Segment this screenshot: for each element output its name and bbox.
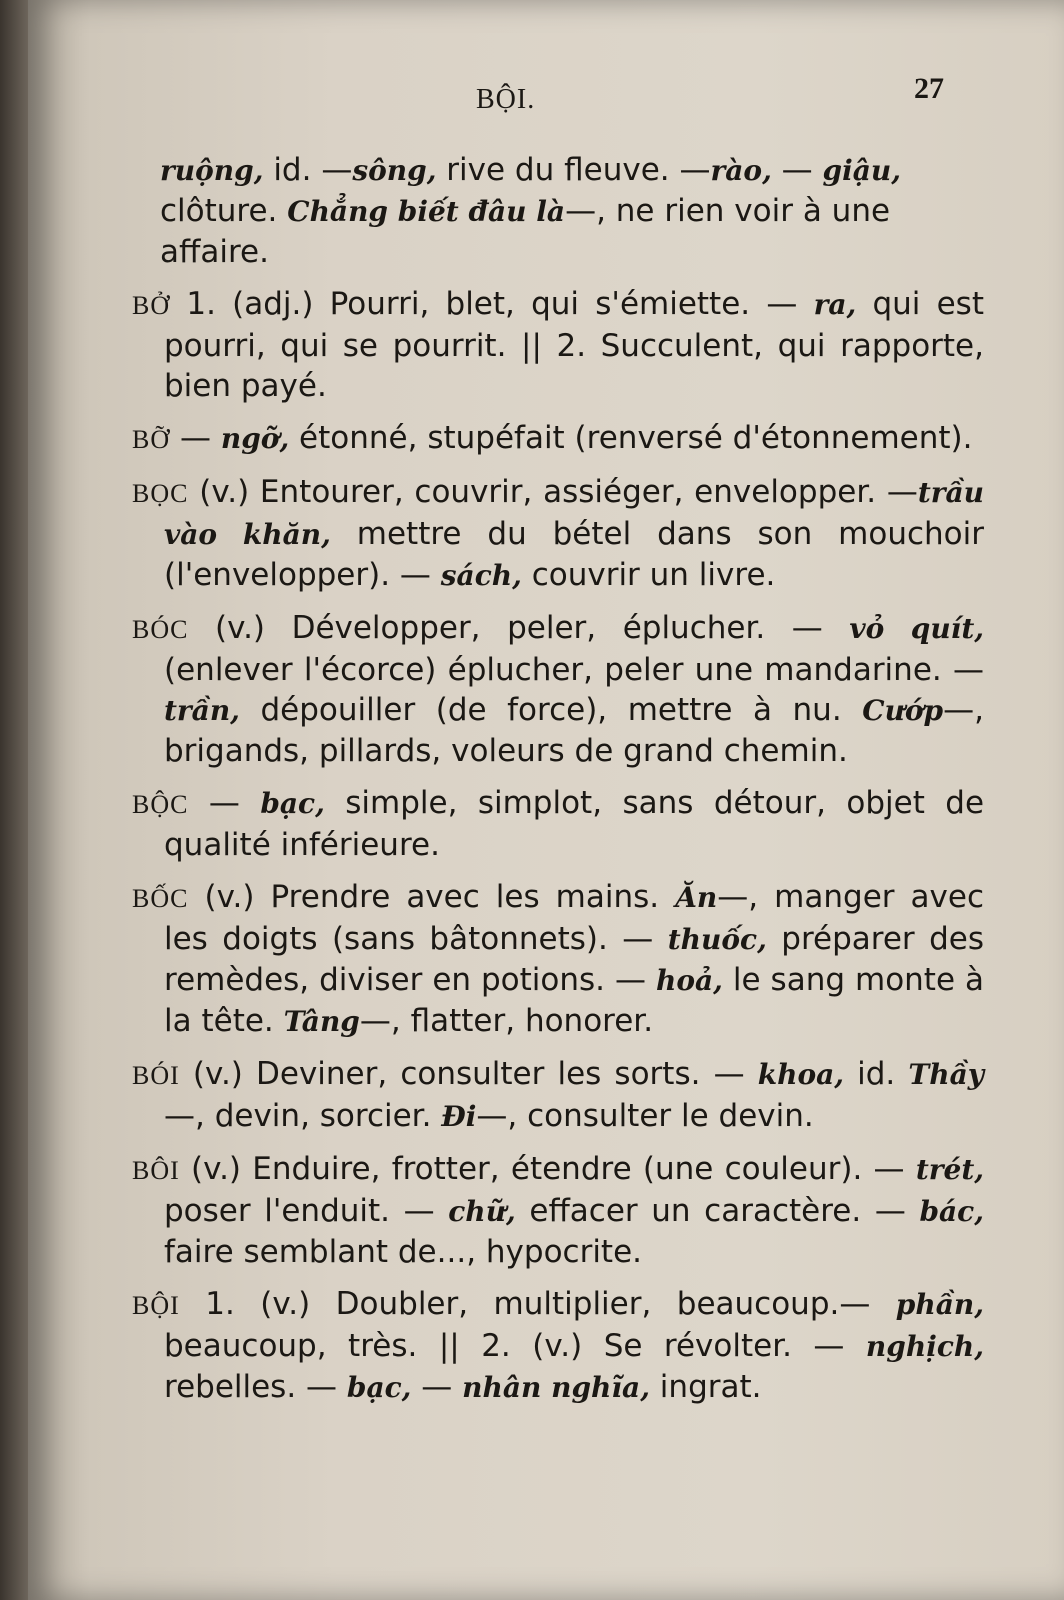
definition-text: —, manger avec les doigts (sans bâtonnets). — <box>164 879 985 957</box>
vietnamese-term: Thầy <box>908 1058 984 1091</box>
definition-text: 1. (adj.) Pourri, blet, qui s'émiette. — <box>186 286 814 322</box>
vietnamese-term: Cướp <box>862 694 944 727</box>
definition-text: (v.) Entourer, couvrir, assiéger, envelopper. — <box>199 474 918 510</box>
vietnamese-term: sách, <box>440 559 522 592</box>
headword: BÓC <box>132 615 189 644</box>
vietnamese-term: ngỡ, <box>220 422 290 455</box>
definition-text: faire semblant de..., hypocrite. <box>164 1234 643 1270</box>
definition-text: —, brigands, pillards, voleurs de grand chemin. <box>164 692 984 769</box>
book-spine-edge <box>0 0 28 1600</box>
definition-text: — <box>771 152 823 188</box>
vietnamese-term: khoa, <box>757 1058 845 1091</box>
definition-text: (v.) Prendre avec les mains. <box>204 879 676 915</box>
dictionary-entry <box>132 608 984 771</box>
vietnamese-term: Tâng <box>283 1005 360 1038</box>
vietnamese-term: nhân nghĩa, <box>462 1371 650 1404</box>
headword: BỠ <box>132 425 171 454</box>
entry-list <box>132 284 984 1408</box>
definition-text: étonné, stupéfait (renversé d'étonnement). <box>289 420 973 456</box>
definition-text: —, ne rien voir à une affaire. <box>160 193 891 270</box>
headword: BÔI <box>132 1156 180 1185</box>
vietnamese-term: Chẳng biết đâu là <box>287 195 566 228</box>
dictionary-entry <box>132 1284 984 1408</box>
vietnamese-term: giậu, <box>822 154 902 187</box>
vietnamese-term: trét, <box>915 1153 985 1186</box>
vietnamese-term: bác, <box>919 1195 984 1228</box>
vietnamese-term: nghịch, <box>865 1330 984 1363</box>
vietnamese-term: hoả, <box>655 964 723 997</box>
page-header <box>28 72 1064 122</box>
definition-text: le sang monte à la tête. <box>164 962 984 1039</box>
dictionary-entry <box>132 877 984 1042</box>
vietnamese-term: sông, <box>352 154 437 187</box>
vietnamese-term: bạc, <box>260 787 325 820</box>
vietnamese-term: bạc, <box>346 1371 412 1404</box>
definition-text: poser l'enduit. — <box>164 1193 449 1229</box>
vietnamese-term: vỏ quít, <box>849 612 984 645</box>
definition-text: rive du fleuve. — <box>436 152 711 188</box>
running-head: BỘI. <box>476 84 536 115</box>
vietnamese-term: trầu vào khăn, <box>164 476 985 551</box>
definition-text: rebelles. — <box>164 1369 347 1405</box>
vietnamese-term: ruộng, <box>160 154 264 187</box>
definition-text: simple, simplot, sans détour, objet de qualité inférieure. <box>164 785 985 863</box>
dictionary-entry <box>132 783 984 865</box>
headword: BỞ <box>132 291 171 320</box>
definition-text: dépouiller (de force), mettre à nu. <box>239 692 863 728</box>
definition-text: qui est pourri, qui se pourrit. || 2. Succulent, qui rapporte, bien payé. <box>164 286 984 404</box>
dictionary-entry <box>132 472 984 596</box>
dictionary-entry <box>132 418 984 460</box>
headword: BỌC <box>132 479 189 508</box>
definition-text: couvrir un livre. <box>521 557 776 593</box>
definition-text: — <box>411 1369 463 1405</box>
vietnamese-term: chữ, <box>448 1195 516 1228</box>
definition-text: id. — <box>263 152 353 188</box>
definition-text: (v.) Développer, peler, éplucher. — <box>215 610 850 646</box>
headword: BỘC <box>132 790 189 819</box>
definition-text: —, devin, sorcier. <box>164 1098 442 1134</box>
dictionary-body <box>132 150 984 1420</box>
vietnamese-term: ra, <box>813 288 857 321</box>
vietnamese-term: phần, <box>895 1288 984 1321</box>
dictionary-entry <box>132 284 984 406</box>
definition-text: (v.) Deviner, consulter les sorts. — <box>192 1056 758 1092</box>
definition-text: effacer un caractère. — <box>515 1193 920 1229</box>
definition-text: —, flatter, honorer. <box>359 1003 654 1039</box>
definition-text: ingrat. <box>649 1369 762 1405</box>
definition-text: clôture. <box>160 193 288 229</box>
headword: BỘI <box>132 1291 180 1320</box>
dictionary-page <box>28 0 1064 1600</box>
definition-text: préparer des remèdes, diviser en potions. — <box>164 921 984 998</box>
headword: BÓI <box>132 1061 180 1090</box>
definition-text: (v.) Enduire, frotter, étendre (une couleur). — <box>191 1151 916 1187</box>
vietnamese-term: Ăn <box>675 881 718 914</box>
definition-text: beaucoup, très. || 2. (v.) Se révolter. — <box>164 1328 866 1364</box>
page-number: 27 <box>914 72 944 105</box>
definition-text: 1. (v.) Doubler, multiplier, beaucoup.— <box>205 1286 896 1322</box>
headword: BỐC <box>132 884 189 913</box>
continued-entry <box>132 150 984 272</box>
vietnamese-term: rào, <box>710 154 772 187</box>
definition-text: —, consulter le devin. <box>476 1098 814 1134</box>
dictionary-entry <box>132 1149 984 1272</box>
dictionary-entry <box>132 1054 984 1137</box>
definition-text: mettre du bétel dans son mouchoir (l'envelopper). — <box>164 516 984 593</box>
definition-text: — <box>179 420 221 456</box>
vietnamese-term: Đi <box>441 1100 477 1133</box>
definition-text: (enlever l'écorce) éplucher, peler une mandarine. — <box>164 652 984 688</box>
vietnamese-term: trần, <box>164 694 240 727</box>
definition-text: — <box>208 785 261 821</box>
vietnamese-term: thuốc, <box>667 923 767 956</box>
definition-text: id. <box>844 1056 909 1092</box>
